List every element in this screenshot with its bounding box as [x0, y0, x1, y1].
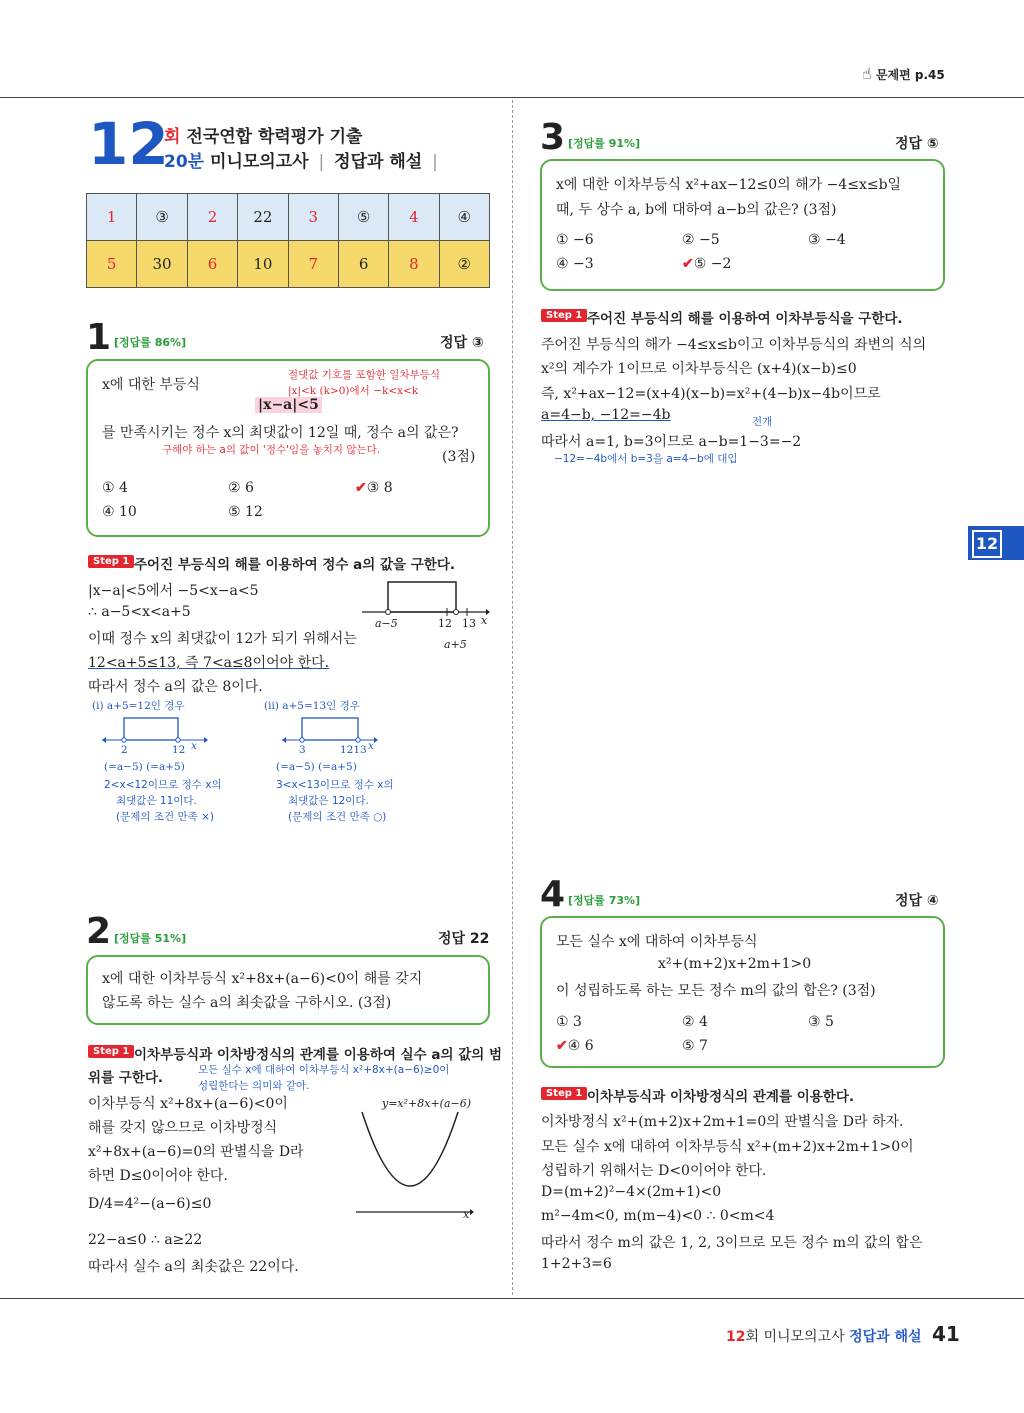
answer-key-cell: 3 [288, 194, 338, 241]
q1-nl-tick-13: 13 [462, 617, 476, 630]
q3-sol-line: 즉, x²+ax−12=(x+4)(x−b)=x²+(4−b)x−4b이므로 [541, 386, 881, 402]
q1-annot-abs-title: 절댓값 기호를 포함한 일차부등식 [288, 369, 441, 381]
q1-question-ineq: |x−a|<5 [255, 397, 322, 413]
q1-case2-line: (=a−5) (=a+5) [276, 761, 357, 773]
q1-case2-line [280, 714, 380, 746]
q1-question-a: x에 대한 부등식 [102, 377, 200, 393]
q2-sol-line: 하면 D≤0이어야 한다. [88, 1168, 228, 1184]
q4-choice-2: ② 4 [682, 1014, 708, 1030]
q1-nl-tick-12: 12 [438, 617, 452, 630]
answer-key-cell: ⑤ [338, 194, 388, 241]
q1-nl-x: x [481, 614, 488, 627]
q2-number: 2 [86, 911, 112, 952]
axis-arrow [282, 737, 286, 743]
answer-key-cell: 30 [137, 241, 188, 288]
q4-sol-line: D=(m+2)²−4×(2m+1)<0 [541, 1184, 722, 1200]
q1-case1-x: x [191, 740, 197, 752]
q4-choice-4: ✔④ 6 [556, 1038, 594, 1054]
q3-choice-4: ④ −3 [556, 256, 594, 272]
open-point [300, 738, 304, 742]
q4-sol-line: 1+2+3=6 [541, 1256, 612, 1272]
q1-rate: [정답률 86%] [114, 336, 187, 349]
q4-answer: 정답 ④ [895, 893, 939, 909]
answer-key-cell: ④ [439, 194, 489, 241]
q4-question-line: x²+(m+2)x+2m+1>0 [658, 956, 812, 972]
q1-sol-line: ∴ a−5<x<a+5 [88, 604, 191, 620]
q1-case2-tick1: 3 [299, 744, 306, 756]
q3-annot-expand: 전개 [752, 416, 773, 428]
page-number: 41 [932, 1322, 960, 1346]
q3-sol-line: a=4−b, −12=−4b [541, 407, 671, 423]
q3-annot-substitute: −12=−4b에서 b=3을 a=4−b에 대입 [554, 453, 738, 465]
answer-key-cell: 10 [238, 241, 289, 288]
q4-number: 4 [540, 874, 566, 915]
open-point [356, 738, 360, 742]
q1-choice-1: ① 4 [102, 480, 128, 496]
interval-box [124, 718, 178, 740]
q3-question-line: x에 대한 이차부등식 x²+ax−12≤0의 해가 −4≤x≤b일 [556, 177, 902, 193]
q1-case1-line: 최댓값은 11이다. [116, 795, 197, 807]
q1-choice-5: ⑤ 12 [228, 504, 263, 520]
q2-step-label: Step 1 [88, 1045, 134, 1058]
axis-arrow [374, 737, 378, 743]
q2-parabola-graph [352, 1110, 482, 1222]
q1-sol-line: |x−a|<5에서 −5<x−a<5 [88, 583, 259, 599]
q1-case2-x: x [368, 740, 374, 752]
q4-sol-line: 모든 실수 x에 대하여 이차부등식 x²+(m+2)x+2m+1>0이 [541, 1139, 914, 1155]
answer-key-row-1 [87, 194, 490, 241]
q2-annot-line: 성립한다는 의미와 같아. [198, 1080, 310, 1092]
parabola-curve [362, 1112, 458, 1186]
axis-arrow [102, 737, 106, 743]
q3-step-text: 주어진 부등식의 해를 이용하여 이차부등식을 구한다. [587, 311, 903, 327]
check-mark-icon: ✔ [556, 1038, 568, 1054]
q2-sol-line: 이차부등식 x²+8x+(a−6)<0이 [88, 1096, 288, 1112]
q3-sol-line: x²의 계수가 1이므로 이차부등식은 (x+4)(x−b)≤0 [541, 361, 857, 377]
q3-number: 3 [540, 117, 566, 158]
open-point [386, 610, 391, 615]
bottom-divider [0, 1298, 1024, 1299]
q2-question-box [86, 955, 490, 1025]
q4-choice-1: ① 3 [556, 1014, 582, 1030]
answer-key-cell: 22 [238, 194, 289, 241]
q1-case1-title: (i) a+5=12인 경우 [92, 700, 185, 712]
answer-key-cell: ② [439, 241, 489, 288]
side-tab [968, 526, 1024, 560]
q1-case1-tick1: 2 [121, 744, 128, 756]
answer-key-cell: 4 [389, 194, 439, 241]
q1-sol-line: 따라서 정수 a의 값은 8이다. [88, 679, 263, 695]
q1-annot-abs-rule: |x|<k (k>0)에서 −k<x<k [288, 385, 419, 397]
q3-choice-5: ✔⑤ −2 [682, 256, 732, 272]
answer-key-row-2 [87, 241, 490, 288]
q1-number: 1 [86, 317, 112, 358]
q1-points: (3점) [442, 449, 476, 465]
q1-question-b: 를 만족시키는 정수 x의 최댓값이 12일 때, 정수 a의 값은? [102, 425, 459, 441]
q3-choice-1: ① −6 [556, 232, 594, 248]
check-mark-icon: ✔ [682, 256, 694, 272]
q3-rate: [정답률 91%] [568, 137, 641, 150]
q1-case2-line: (문제의 조건 만족 ○) [288, 811, 387, 823]
axis-arrow [470, 1209, 474, 1215]
q2-step-text: 이차부등식과 이차방정식의 관계를 이용하여 실수 a의 값의 범 [134, 1047, 503, 1063]
header-ref: ☝ 문제편 p.45 [862, 64, 945, 83]
q3-step-label: Step 1 [541, 309, 587, 322]
answer-key-cell: 6 [338, 241, 388, 288]
q1-case2-line: 최댓값은 12이다. [288, 795, 369, 807]
q2-graph-label: y=x²+8x+(a−6) [382, 1097, 472, 1110]
answer-key-table [86, 193, 490, 288]
interval-box [388, 582, 456, 612]
q1-case1-line: (=a−5) (=a+5) [104, 761, 185, 773]
q1-step-text: 주어진 부등식의 해를 이용하여 정수 a의 값을 구한다. [134, 557, 455, 573]
q2-rate: [정답률 51%] [114, 932, 187, 945]
answer-key-cell: 5 [87, 241, 137, 288]
check-mark-icon: ✔ [355, 480, 367, 496]
q3-question-line: 때, 두 상수 a, b에 대하여 a−b의 값은? (3점) [556, 202, 837, 218]
q4-choice-3: ③ 5 [808, 1014, 834, 1030]
q1-case1-tick2: 12 [172, 744, 186, 756]
q2-question-line: x에 대한 이차부등식 x²+8x+(a−6)<0이 해를 갖지 [102, 971, 423, 987]
q4-sol-line: m²−4m<0, m(m−4)<0 ∴ 0<m<4 [541, 1208, 775, 1224]
q4-question-line: 이 성립하도록 하는 모든 정수 m의 값의 합은? (3점) [556, 983, 876, 999]
answer-key-cell: 7 [288, 241, 338, 288]
open-point [454, 610, 459, 615]
footer: 12회 미니모의고사 정답과 해설 41 [726, 1322, 960, 1346]
q2-step-text2: 위를 구한다. [88, 1070, 164, 1086]
answer-key-cell: 2 [187, 194, 237, 241]
q1-sol-line: 12<a+5≤13, 즉 7<a≤8이어야 한다. [88, 655, 330, 671]
q4-question-line: 모든 실수 x에 대하여 이차부등식 [556, 934, 758, 950]
q4-step-label: Step 1 [541, 1087, 587, 1100]
q1-choice-4: ④ 10 [102, 504, 137, 520]
q3-choice-2: ② −5 [682, 232, 720, 248]
q3-answer: 정답 ⑤ [895, 136, 939, 152]
q1-answer: 정답 ③ [440, 335, 484, 351]
open-point [122, 738, 126, 742]
q1-case1-line: 2<x<12이므로 정수 x의 [104, 779, 222, 791]
answer-key-cell: 1 [87, 194, 137, 241]
q2-sol-line: 해를 갖지 않으므로 이차방정식 [88, 1120, 278, 1136]
q1-case2-title: (ii) a+5=13인 경우 [264, 700, 360, 712]
q2-sol-line: D/4=4²−(a−6)≤0 [88, 1196, 212, 1212]
column-divider [512, 100, 513, 1295]
q1-nl-below-label: a+5 [444, 638, 467, 651]
q4-sol-line: 성립하기 위해서는 D<0이어야 한다. [541, 1163, 767, 1179]
q1-annot-integer: 구해야 하는 a의 값이 '정수'임을 놓치지 않는다. [162, 444, 381, 456]
axis-arrow [204, 737, 208, 743]
title-line1: 회 전국연합 학력평가 기출 [164, 127, 363, 147]
q4-step-text: 이차부등식과 이차방정식의 관계를 이용한다. [587, 1089, 855, 1105]
q2-graph-x: x [463, 1208, 470, 1221]
hand-pointer-icon: ☝ [862, 64, 872, 83]
title-line2: 20분 미니모의고사 | 정답과 해설 | [164, 152, 438, 172]
q1-number-line [360, 578, 490, 650]
title-number: 12 [88, 110, 169, 178]
q4-sol-line: 따라서 정수 m의 값은 1, 2, 3이므로 모든 정수 m의 값의 합은 [541, 1235, 923, 1251]
q2-question-line: 않도록 하는 실수 a의 최솟값을 구하시오. (3점) [102, 995, 392, 1011]
answer-key-cell: 6 [187, 241, 237, 288]
q2-answer: 정답 22 [438, 931, 490, 947]
open-point [176, 738, 180, 742]
q1-choice-2: ② 6 [228, 480, 254, 496]
q4-sol-line: 이차방정식 x²+(m+2)x+2m+1=0의 판별식을 D라 하자. [541, 1114, 904, 1130]
interval-box [302, 718, 358, 740]
q4-choice-5: ⑤ 7 [682, 1038, 708, 1054]
q1-case2-line: 3<x<13이므로 정수 x의 [276, 779, 394, 791]
q1-choice-3: ✔③ 8 [355, 480, 393, 496]
top-divider [0, 97, 1024, 98]
q2-annot-line: 모든 실수 x에 대하여 이차부등식 x²+8x+(a−6)≥0이 [198, 1064, 450, 1076]
q1-sol-line: 이때 정수 x의 최댓값이 12가 되기 위해서는 [88, 631, 357, 647]
q2-sol-line: 따라서 실수 a의 최솟값은 22이다. [88, 1259, 299, 1275]
q1-case2-tick2: 1213 [340, 744, 367, 756]
q2-sol-line: x²+8x+(a−6)=0의 판별식을 D라 [88, 1144, 304, 1160]
answer-key-cell: 8 [389, 241, 439, 288]
answer-key-cell: ③ [137, 194, 188, 241]
q3-sol-line: 따라서 a=1, b=3이므로 a−b=1−3=−2 [541, 434, 802, 450]
side-tab-label: 12 [972, 530, 1002, 558]
q3-choice-3: ③ −4 [808, 232, 846, 248]
q1-nl-left-label: a−5 [375, 617, 398, 630]
q4-rate: [정답률 73%] [568, 894, 641, 907]
q3-sol-line: 주어진 부등식의 해가 −4≤x≤b이고 이차부등식의 좌변의 식의 [541, 337, 927, 353]
q2-sol-line: 22−a≤0 ∴ a≥22 [88, 1232, 203, 1248]
q1-case1-line: (문제의 조건 만족 ×) [116, 811, 215, 823]
q1-step-label: Step 1 [88, 555, 134, 568]
